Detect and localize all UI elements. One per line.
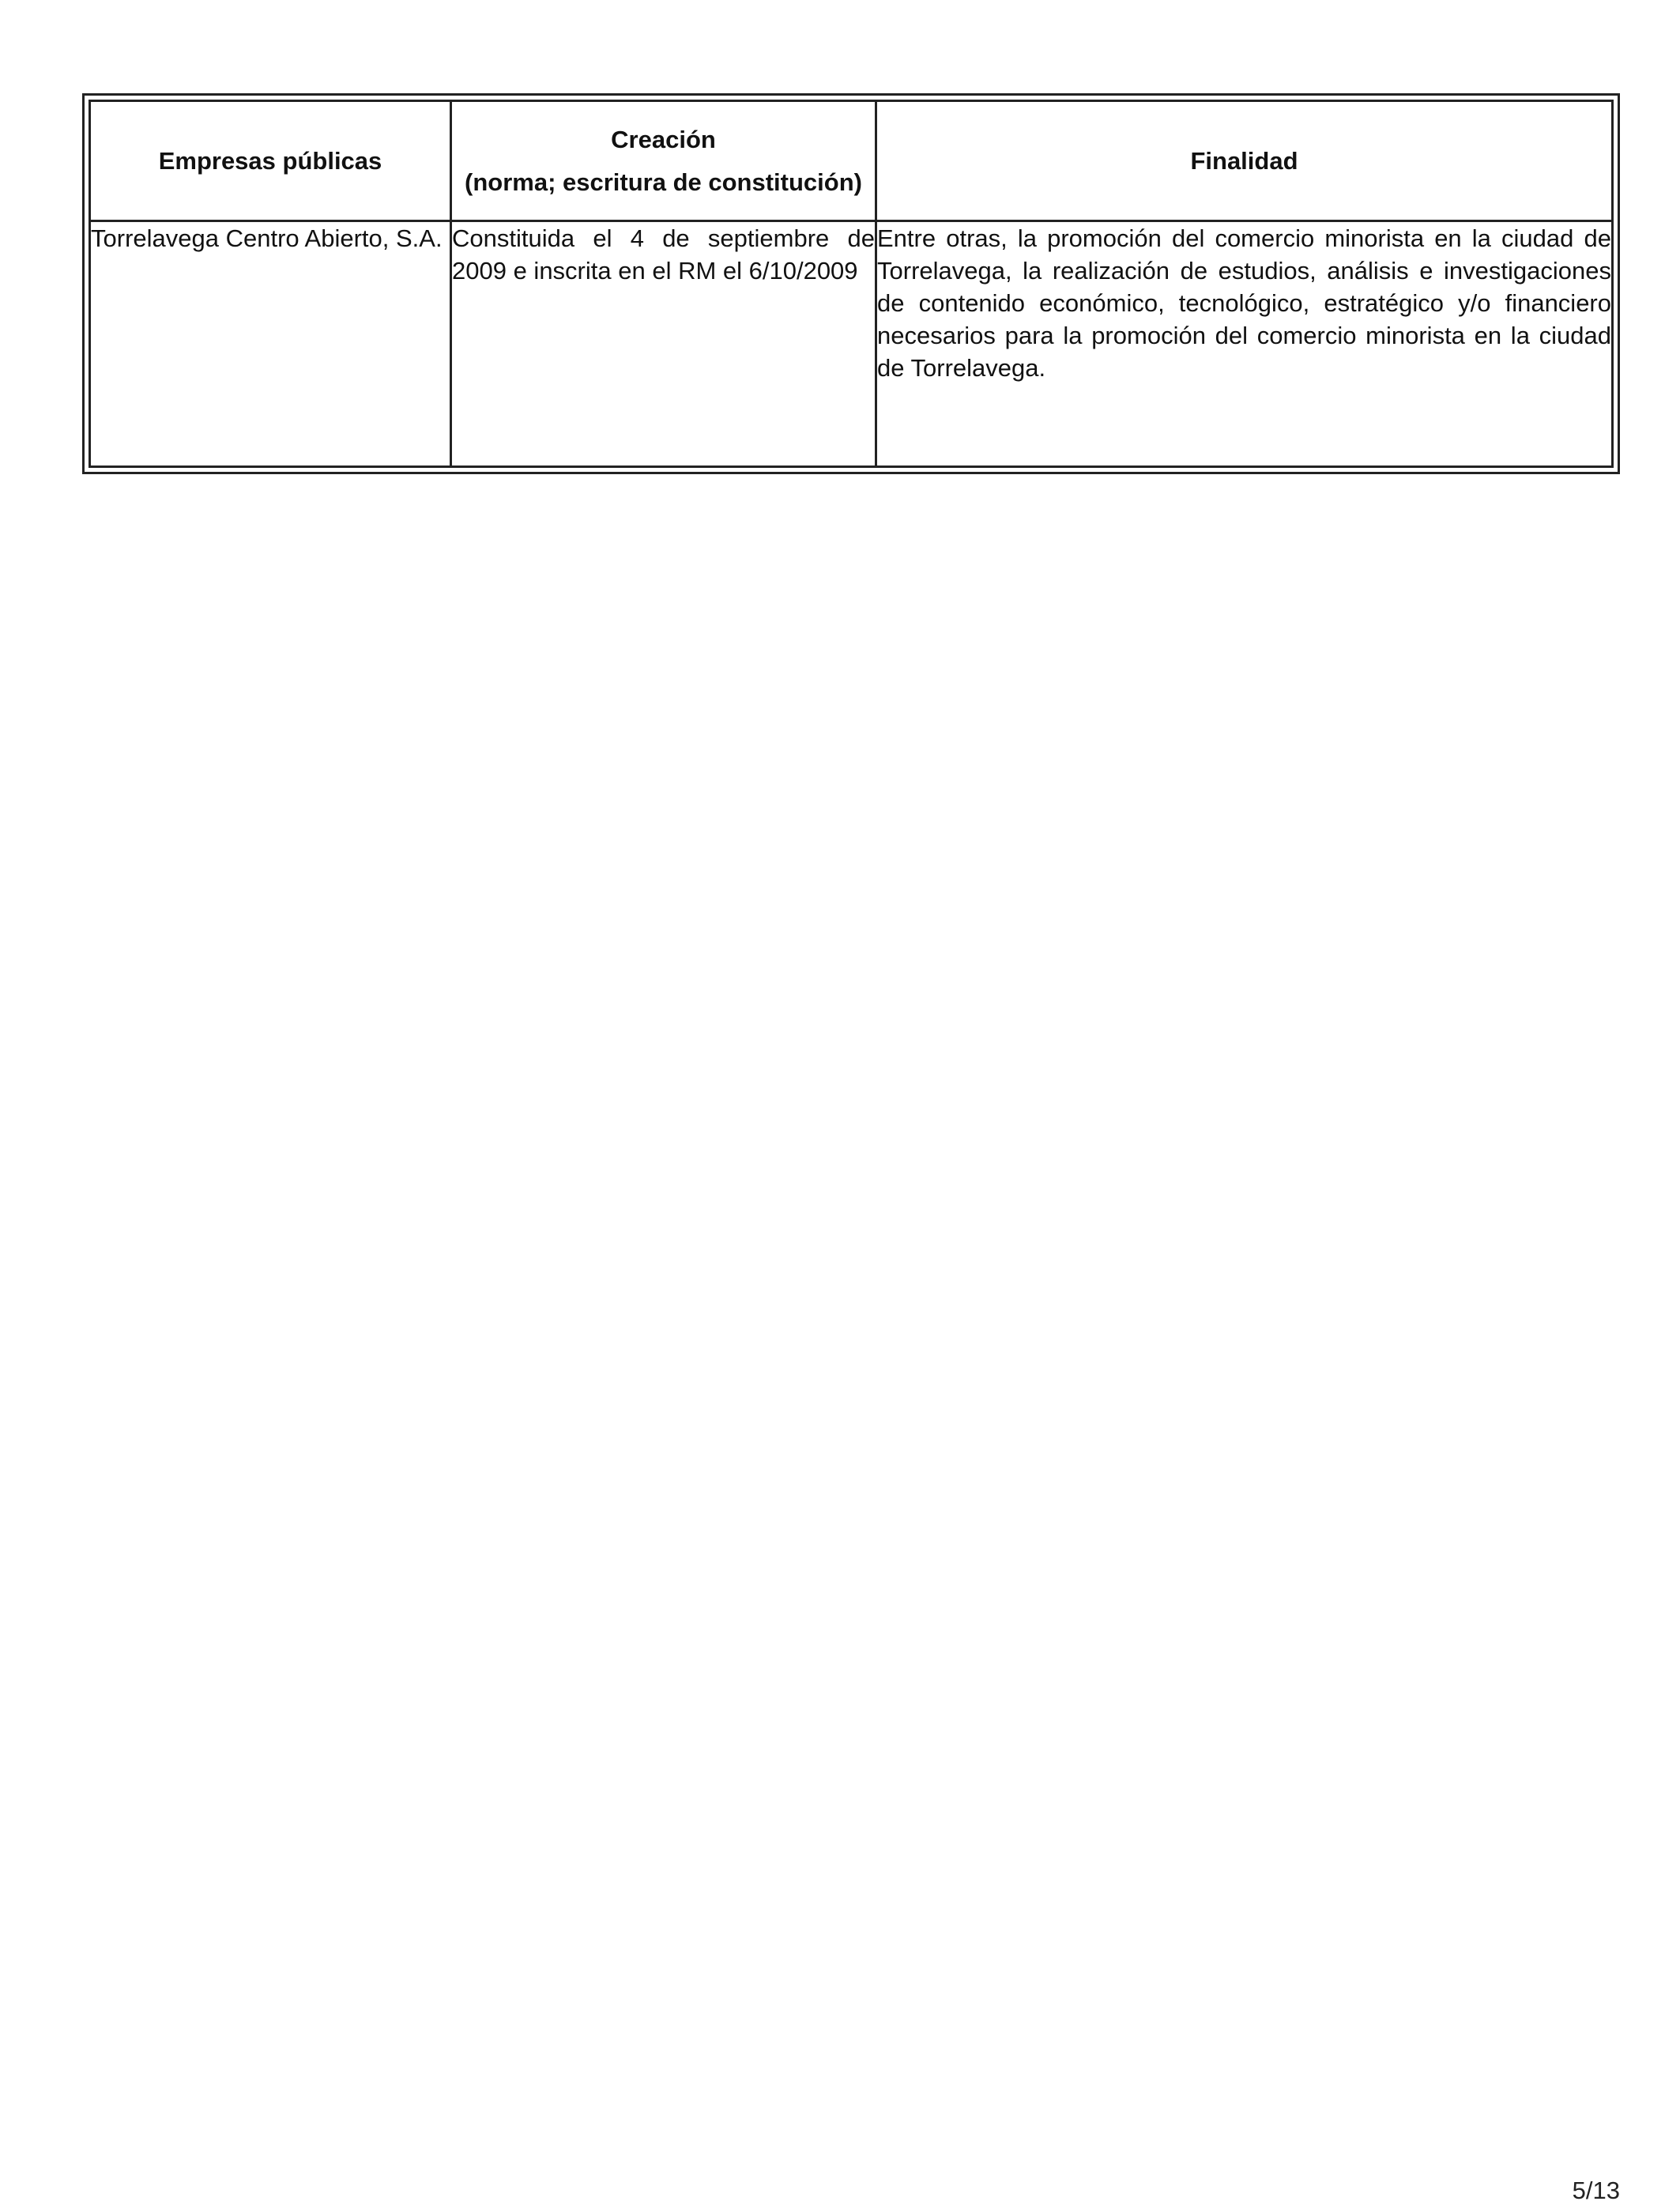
public-companies-table-frame bbox=[82, 93, 1620, 474]
header-creation bbox=[451, 101, 876, 221]
page-number: 5/13 bbox=[1572, 2177, 1620, 2204]
header-company-label: Empresas públicas bbox=[158, 146, 382, 175]
header-purpose-label: Finalidad bbox=[1190, 146, 1298, 175]
table-row bbox=[90, 221, 1613, 467]
public-companies-table bbox=[89, 100, 1614, 468]
cell-purpose: Entre otras, la promoción del comercio minorista en la ciudad de Torrelavega, la realización de estudios, análisis e investigaciones de contenido económico, tecnológico, estratégico y/o financiero necesarios para la promoción del comercio minorista en la ciudad de Torrelavega. bbox=[876, 221, 1613, 467]
header-purpose bbox=[876, 101, 1613, 221]
cell-creation: Constituida el 4 de septiembre de 2009 e inscrita en el RM el 6/10/2009 bbox=[451, 221, 876, 467]
table-header-row bbox=[90, 101, 1613, 221]
header-creation-subtitle: (norma; escritura de constitución) bbox=[465, 168, 862, 196]
header-creation-title: Creación bbox=[611, 125, 716, 153]
header-company bbox=[90, 101, 451, 221]
cell-company: Torrelavega Centro Abierto, S.A. bbox=[90, 221, 451, 467]
